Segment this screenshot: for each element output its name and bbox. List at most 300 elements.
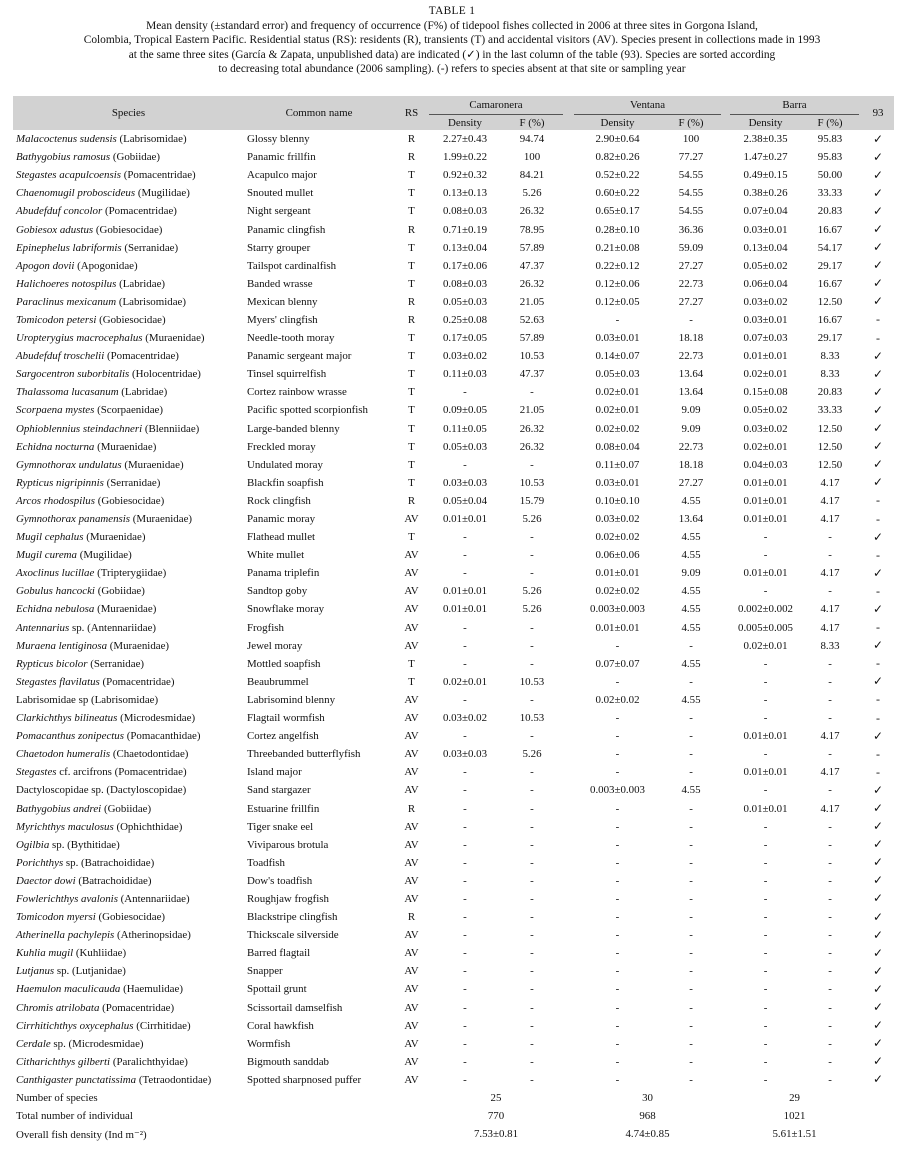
gap-cell [563,872,574,890]
frequency-cell: 4.17 [820,567,840,580]
common-name-cell: Spotted sharpnosed puffer [247,1073,362,1086]
y93-cell: ✓ [872,529,884,544]
rs-cell: AV [404,1055,419,1068]
frequency-cell: - [689,1037,693,1050]
species-family: sp. (Microdesmidae) [53,1037,144,1050]
species-family: (Batrachoididae) [78,874,152,887]
frequency-cell: - [689,874,693,887]
gap-cell [563,745,574,763]
density-cell: - [463,531,467,544]
table-row [13,456,894,474]
y93-cell: ✓ [872,638,884,653]
rs-cell: AV [404,693,419,706]
gap-cell [721,347,730,365]
frequency-cell: 27.27 [678,295,704,308]
gap-cell [563,401,574,419]
species-name: Arcos rhodospilus [16,494,95,507]
common-name-cell: Snowflake moray [247,603,325,616]
species-name: Pomacanthus zonipectus [16,730,124,743]
common-name-cell: Freckled moray [247,440,316,453]
species-cell [13,401,244,419]
density-cell: - [615,892,620,905]
y93-cell: ✓ [872,1036,884,1051]
species-name: Gobulus hancocki [16,585,95,598]
gap-cell [721,311,730,329]
species-name: Rypticus nigripinnis [16,476,104,489]
frequency-cell: 4.55 [681,531,701,544]
table-row [13,148,894,166]
density-cell: - [463,1019,467,1032]
density-cell: - [463,838,467,851]
frequency-cell: 54.55 [678,187,704,200]
density-cell: 0.05±0.03 [595,368,640,381]
species-family: (Blenniidae) [144,422,200,435]
frequency-cell: 18.18 [678,332,704,345]
species-cell [13,619,244,637]
frequency-cell: 12.50 [817,440,843,453]
density-cell: - [463,386,467,399]
frequency-cell: 100 [523,151,541,164]
common-name-cell: Mottled soapfish [247,657,321,670]
species-family: (Serranidae) [106,476,161,489]
density-cell: - [763,784,768,797]
y93-cell: ✓ [872,240,884,255]
gap-cell [563,709,574,727]
species-family: (Serranidae) [90,657,145,670]
density-cell: 0.003±0.003 [590,784,645,797]
common-name-cell: Glossy blenny [247,133,310,146]
gap-cell [721,962,730,980]
species-cell [13,781,244,799]
gap-cell [721,980,730,998]
species-family: (Pomacentridae) [102,1001,175,1014]
species-family: (Haemulidae) [123,983,183,996]
species-name: Echidna nebulosa [16,603,95,616]
gap-cell [721,184,730,202]
gap-cell [563,528,574,546]
frequency-cell: 57.89 [519,332,545,345]
species-name: Mugil curema [16,549,77,562]
gap-cell [721,528,730,546]
table-row [13,980,894,998]
species-cell [13,293,244,311]
frequency-cell: - [530,802,534,815]
density-cell: - [615,313,620,326]
density-cell: - [463,1055,467,1068]
gap-cell [563,510,574,528]
gap-cell [563,619,574,637]
density-cell: 0.17±0.06 [442,259,488,272]
table-row [13,184,894,202]
frequency-cell: 9.09 [681,422,701,435]
frequency-cell: 10.53 [519,675,545,688]
frequency-cell: - [530,1001,534,1014]
frequency-cell: 77.27 [678,151,704,164]
table-row [13,528,894,546]
frequency-cell: 4.55 [681,585,701,598]
density-cell: 0.03±0.01 [743,313,788,326]
frequency-cell: - [828,911,832,924]
species-name: Ophioblennius steindachneri [16,422,143,435]
gap-cell [721,275,730,293]
species-cell [13,1053,244,1071]
species-cell [13,727,244,745]
species-cell [13,944,244,962]
gap-cell [563,311,574,329]
species-name: Tomicodon myersi [16,911,96,924]
species-family: (Kuhliidae) [75,947,127,960]
density-cell: 0.11±0.05 [443,422,487,435]
frequency-cell: 100 [682,133,700,146]
common-name-cell: Sand stargazer [247,784,311,797]
frequency-cell: - [828,531,832,544]
species-name: Cirrhitichthys oxycephalus [16,1019,134,1032]
species-name: Abudefduf concolor [16,205,103,218]
frequency-cell: 4.17 [820,513,840,526]
rs-cell: AV [404,892,419,905]
common-name-cell: Wormfish [247,1037,291,1050]
y93-cell: ✓ [872,801,884,816]
rs-cell: AV [404,820,419,833]
density-cell: - [763,929,768,942]
gap-cell [721,763,730,781]
gap-cell [721,220,730,238]
species-cell [13,673,244,691]
y93-cell: ✓ [872,782,884,797]
y93-cell: ✓ [872,276,884,291]
gap-cell [563,1071,574,1089]
density-cell: - [615,965,620,978]
species-cell [13,818,244,836]
density-cell: 0.02±0.02 [595,693,640,706]
species-cell [13,1017,244,1035]
species-cell [13,239,244,257]
density-cell: 0.005±0.005 [738,621,794,634]
species-cell [13,456,244,474]
frequency-cell: - [530,929,534,942]
gap-cell [721,257,730,275]
density-cell: - [463,802,467,815]
density-cell: - [763,874,768,887]
density-cell: - [615,802,620,815]
density-cell: - [763,693,768,706]
frequency-cell: 16.67 [817,277,843,290]
common-name-cell: Cortez rainbow wrasse [247,386,347,399]
table-row [13,944,894,962]
rs-cell: R [407,133,416,146]
common-name-cell: Flathead mullet [247,531,316,544]
density-cell: 0.003±0.003 [590,603,645,616]
frequency-cell: - [828,838,832,851]
common-name-cell: Panamic moray [247,513,316,526]
table-row [13,257,894,275]
species-family: sp. (Bythitidae) [52,838,120,851]
frequency-cell: 52.63 [519,313,545,326]
density-cell: 0.38±0.26 [743,187,788,200]
frequency-cell: 8.33 [820,368,840,381]
table-row [13,275,894,293]
table-row [13,655,894,673]
common-name-cell: Spottail grunt [247,983,307,996]
gap-cell [721,166,730,184]
common-name-cell: Panamic frillfin [247,151,316,164]
y93-cell: - [876,710,881,725]
frequency-cell: 26.32 [519,205,545,218]
rs-cell: AV [404,567,419,580]
y93-cell: ✓ [872,348,884,363]
gap-cell [563,293,574,311]
gap-cell [563,962,574,980]
header-row-groups [13,96,894,115]
table-row [13,564,894,582]
rs-cell: AV [404,621,419,634]
y93-cell: ✓ [872,601,884,616]
species-family: (Mugilidae) [79,549,132,562]
gap-cell [721,456,730,474]
frequency-cell: 12.50 [817,295,843,308]
species-name: Atherinella pachylepis [16,929,115,942]
species-cell [13,510,244,528]
frequency-cell: - [689,911,693,924]
density-cell: - [463,458,467,471]
species-name: Gymnothorax undulatus [16,458,122,471]
rs-cell: T [408,404,415,417]
y93-cell: ✓ [872,185,884,200]
gap-cell [563,365,574,383]
common-name-cell: Sandtop goby [247,585,308,598]
species-family: (Antennariidae) [120,892,190,905]
gap-cell [563,239,574,257]
density-cell: - [763,531,768,544]
frequency-cell: 50.00 [817,169,843,182]
species-family: (Pomacanthidae) [126,730,201,743]
frequency-cell: - [828,784,832,797]
frequency-cell: 29.17 [817,332,843,345]
frequency-cell: 4.17 [820,730,840,743]
caption-line: to decreasing total abundance (2006 sampling). (-) refers to species absent at that site or sampling year [218,63,686,75]
density-cell: - [763,911,768,924]
density-cell: - [615,911,620,924]
gap-cell [721,293,730,311]
species-family: (Pomacentridae) [104,205,177,218]
density-cell: 0.08±0.04 [595,440,640,453]
common-name-cell: Panamic clingfish [247,223,326,236]
site-ventana: Ventana [574,96,721,115]
col-common-name: Common name [244,96,394,130]
density-cell: - [615,874,620,887]
density-cell: - [463,820,467,833]
gap-cell [563,854,574,872]
y93-cell: ✓ [872,1000,884,1015]
table-row [13,637,894,655]
species-family: (Pomacentridae) [102,675,175,688]
y93-cell: ✓ [872,728,884,743]
density-cell: - [763,965,768,978]
frequency-cell: 27.27 [678,259,704,272]
frequency-cell: 15.79 [519,494,545,507]
frequency-cell: - [828,1055,832,1068]
y93-cell: ✓ [872,421,884,436]
frequency-cell: 9.09 [681,567,701,580]
density-cell: 0.02±0.02 [595,422,640,435]
common-name-cell: Flagtail wormfish [247,712,325,725]
density-cell: 0.01±0.01 [442,603,488,616]
species-cell [13,546,244,564]
density-cell: - [763,892,768,905]
gap-cell [563,637,574,655]
table-row [13,347,894,365]
density-cell: - [763,820,768,833]
table-row [13,1017,894,1035]
density-cell: 0.11±0.03 [443,368,487,381]
table-row [13,818,894,836]
species-name: Fowlerichthys avalonis [16,892,118,905]
common-name-cell: Acapulco major [247,169,317,182]
density-cell: 0.01±0.01 [743,730,788,743]
species-table [13,96,894,1143]
gap-cell [721,365,730,383]
species-family: (Pomacentridae) [106,350,179,363]
gap-cell [563,166,574,184]
y93-cell: ✓ [872,565,884,580]
species-name: Ogilbia [16,838,50,851]
species-cell [13,257,244,275]
gap-cell [721,239,730,257]
y93-cell: ✓ [872,457,884,472]
species-name: Cerdale [16,1037,51,1050]
species-cell [13,999,244,1017]
gap-cell [563,420,574,438]
rs-cell: T [408,458,415,471]
density-cell: - [463,1037,467,1050]
density-cell: 0.10±0.10 [595,494,640,507]
common-name-cell: Needle-tooth moray [247,332,335,345]
gap-cell [721,619,730,637]
common-name-cell: Blackstripe clingfish [247,911,338,924]
density-cell: 0.13±0.04 [743,241,788,254]
rs-cell: T [408,332,415,345]
species-name: Myrichthys maculosus [16,820,114,833]
y93-cell: - [876,764,881,779]
table-row [13,420,894,438]
col-frequency: F (%) [801,115,859,131]
common-name-cell: Estuarine frillfin [247,802,320,815]
gap-cell [563,456,574,474]
y93-cell: ✓ [872,366,884,381]
frequency-cell: 54.17 [817,241,843,254]
gap-cell [721,492,730,510]
gap-cell [721,673,730,691]
frequency-cell: - [828,965,832,978]
gap-cell [563,347,574,365]
rs-cell: T [408,169,415,182]
summary-value: 968 [639,1110,656,1123]
summary-value: 4.74±0.85 [625,1128,670,1141]
density-cell: - [615,1037,620,1050]
frequency-cell: - [828,585,832,598]
frequency-cell: 18.18 [678,458,704,471]
gap-cell [563,673,574,691]
table-row [13,401,894,419]
density-cell: - [615,820,620,833]
species-name: Bathygobius andrei [16,802,102,815]
species-cell [13,745,244,763]
rs-cell: AV [404,856,419,869]
y93-cell: - [876,656,881,671]
frequency-cell: - [530,911,534,924]
summary-row [13,1089,894,1107]
density-cell: 0.52±0.22 [595,169,640,182]
gap-cell [563,944,574,962]
rs-cell: AV [404,838,419,851]
table-row [13,962,894,980]
frequency-cell: - [828,549,832,562]
gap-cell [563,727,574,745]
table-row [13,600,894,618]
rs-cell: AV [404,585,419,598]
frequency-cell: - [828,1019,832,1032]
species-name: Stegastes [16,766,57,779]
species-name: Paraclinus mexicanum [16,295,117,308]
caption-line: Mean density (±standard error) and frequency of occurrence (F%) of tidepool fishes collected in 2006 at three sites in Gorgona Island, [146,19,758,32]
rs-cell: AV [404,730,419,743]
frequency-cell: 4.55 [681,693,701,706]
frequency-cell: - [689,838,693,851]
y93-cell: ✓ [872,1054,884,1069]
frequency-cell: - [689,712,693,725]
rs-cell: T [408,187,415,200]
frequency-cell: 5.26 [522,603,542,616]
gap-cell [563,655,574,673]
density-cell: 2.90±0.64 [595,133,640,146]
density-cell: - [763,1037,768,1050]
species-cell [13,890,244,908]
density-cell: 0.01±0.01 [743,802,788,815]
density-cell: - [463,621,467,634]
rs-cell: AV [404,712,419,725]
species-cell [13,528,244,546]
density-cell: 0.17±0.05 [442,332,488,345]
frequency-cell: - [689,639,693,652]
gap-cell [563,691,574,709]
species-family: (Muraenidae) [97,603,157,616]
species-cell [13,1035,244,1053]
frequency-cell: 12.50 [817,458,843,471]
species-name: Halichoeres notospilus [16,277,117,290]
species-cell [13,220,244,238]
species-family: (Gobiesocidae) [95,223,163,236]
species-family: (Muraenidae) [124,458,184,471]
frequency-cell: 54.55 [678,169,704,182]
frequency-cell: 4.17 [820,603,840,616]
density-cell: - [615,1001,620,1014]
frequency-cell: - [828,874,832,887]
common-name-cell: Snouted mullet [247,187,314,200]
common-name-cell: Pacific spotted scorpionfish [247,404,368,417]
density-cell: 0.01±0.01 [743,494,788,507]
rs-cell: T [408,259,415,272]
gap-cell [721,1035,730,1053]
species-family: (Apogonidae) [77,259,138,272]
density-cell: 0.05±0.04 [442,494,488,507]
frequency-cell: 26.32 [519,440,545,453]
y93-cell: ✓ [872,963,884,978]
summary-value: 7.53±0.81 [473,1128,519,1141]
frequency-cell: 4.55 [681,621,701,634]
frequency-cell: 8.33 [820,350,840,363]
species-family: (Atherinopsidae) [117,929,191,942]
table-row [13,474,894,492]
